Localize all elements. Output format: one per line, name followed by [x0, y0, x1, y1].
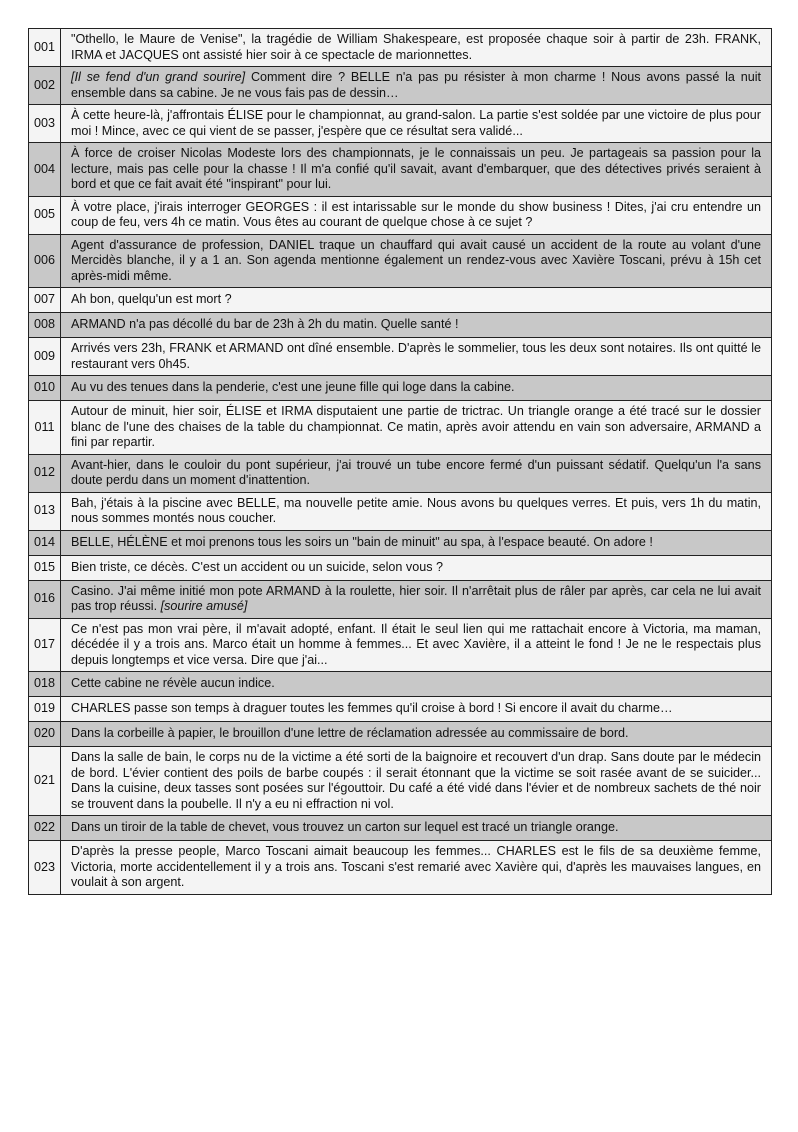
clue-text: [61, 530, 772, 555]
clue-stage-direction: [sourire amusé]: [160, 599, 248, 613]
clue-number: 014: [29, 530, 61, 555]
clue-number: 016: [29, 580, 61, 618]
clue-number: 007: [29, 288, 61, 313]
clue-number: 005: [29, 196, 61, 234]
clue-text-segment: Casino. J'ai même initié mon pote ARMAND à la roulette, hier soir. Il n'arrêtait plus de râler par après, car cela ne lui avait pas trop réussi.: [71, 583, 761, 613]
clue-row: [29, 580, 772, 618]
clue-text: [61, 313, 772, 338]
clue-text-segment: ARMAND n'a pas décollé du bar de 23h à 2h du matin. Quelle santé !: [71, 317, 459, 332]
clue-number: 018: [29, 672, 61, 697]
clue-number: 004: [29, 143, 61, 197]
clue-text: [61, 67, 772, 105]
clue-text-segment: Arrivés vers 23h, FRANK et ARMAND ont dîné ensemble. D'après le sommelier, tous les deux sont notaires. Ils ont quitté le restaurant vers 0h45.: [71, 341, 761, 371]
clue-text: [61, 747, 772, 816]
clue-text-segment: "Othello, le Maure de Venise", la tragédie de William Shakespeare, est proposée chaque soir à partir de 23h. FRANK, IRMA et JACQUES ont assisté hier soir à ce spectacle de marionnettes.: [71, 32, 761, 62]
clue-row: [29, 401, 772, 455]
clue-text-segment: Dans un tiroir de la table de chevet, vous trouvez un carton sur lequel est tracé un triangle orange.: [71, 820, 619, 835]
clue-text: [61, 672, 772, 697]
clue-row: [29, 105, 772, 143]
clue-text-segment: BELLE, HÉLÈNE et moi prenons tous les soirs un "bain de minuit" au spa, à l'espace beauté. On adore !: [71, 534, 653, 549]
clue-row: [29, 288, 772, 313]
clue-row: [29, 454, 772, 492]
clue-text-segment: Dans la corbeille à papier, le brouillon d'une lettre de réclamation adressée au commissaire de bord.: [71, 726, 629, 741]
clue-number: 011: [29, 401, 61, 455]
clue-row: [29, 618, 772, 672]
clue-text-segment: À cette heure-là, j'affrontais ÉLISE pour le championnat, au grand-salon. La partie s'est soldée par une victoire de plus pour moi ! Mince, avec ce qui vient de se passer, j'espère que ce résultat sera validé...: [71, 108, 761, 138]
clue-text-segment: Ah bon, quelqu'un est mort ?: [71, 292, 232, 307]
clue-row: [29, 697, 772, 722]
clue-text: [61, 196, 772, 234]
clue-text-segment: À force de croiser Nicolas Modeste lors des championnats, je le connaissais un peu. Je partageais sa passion pour la lecture, mais pas celle pour la chasse ! Il m'a confié qu'il savait, avant d'embarquer, que des détectives privés seraient à bord et que ce fait avait été "inspirant" pour lui.: [71, 146, 761, 191]
clue-text: [61, 376, 772, 401]
clue-row: [29, 196, 772, 234]
clue-number: 002: [29, 67, 61, 105]
clue-text-segment: Bah, j'étais à la piscine avec BELLE, ma nouvelle petite amie. Nous avons bu quelques verres. Et puis, vers 1h du matin, nous sommes montés nous coucher.: [71, 495, 761, 525]
clue-number: 006: [29, 234, 61, 288]
clue-text-segment: D'après la presse people, Marco Toscani aimait beaucoup les femmes... CHARLES est le fils de sa deuxième femme, Victoria, morte accidentellement il y a trois ans. Toscani s'est remarié avec Xavière qui, d'après les mauvaises langues, en voulait à son argent.: [71, 844, 761, 889]
clue-text: [61, 722, 772, 747]
clue-text: [61, 288, 772, 313]
clue-text: [61, 580, 772, 618]
clue-text: [61, 555, 772, 580]
clue-text-segment: Ce n'est pas mon vrai père, il m'avait adopté, enfant. Il était le seul lien qui me rattachait encore à Victoria, ma maman, décédée il y a trois ans. Marco était un homme à femmes... Et avec Xavière, il a atteint le fond ! Je ne le respectais plus depuis longtemps et vice versa. Dire que j'ai...: [71, 621, 761, 667]
clue-number: 009: [29, 338, 61, 376]
clue-text: [61, 697, 772, 722]
clue-text-segment: CHARLES passe son temps à draguer toutes les femmes qu'il croise à bord ! Si encore il avait du charme…: [71, 701, 673, 716]
clue-text-segment: Avant-hier, dans le couloir du pont supérieur, j'ai trouvé un tube encore fermé d'un puissant sédatif. Quelqu'un l'a sans doute perdu dans un moment d'inattention.: [71, 457, 761, 487]
clue-text: [61, 816, 772, 841]
clue-number: 012: [29, 454, 61, 492]
clue-text-segment: Autour de minuit, hier soir, ÉLISE et IRMA disputaient une partie de trictrac. Un triangle orange a été tracé sur le dossier blanc de l'une des chaises de la table du championnat. Ce matin, après avoir attendu en vain son adversaire, ARMAND a fini par repartir.: [71, 404, 761, 449]
clue-text: [61, 492, 772, 530]
clue-row: [29, 841, 772, 895]
clue-text: [61, 454, 772, 492]
clue-text: [61, 105, 772, 143]
clue-text: [61, 143, 772, 197]
clue-stage-direction: [Il se fend d'un grand sourire]: [71, 70, 246, 84]
clue-text-segment: Bien triste, ce décès. C'est un accident ou un suicide, selon vous ?: [71, 559, 444, 574]
clue-text: [61, 841, 772, 895]
clue-number: 001: [29, 29, 61, 67]
clue-number: 017: [29, 618, 61, 672]
clue-number: 003: [29, 105, 61, 143]
clue-row: [29, 816, 772, 841]
clue-row: [29, 234, 772, 288]
clue-row: [29, 29, 772, 67]
clue-text-segment: Agent d'assurance de profession, DANIEL traque un chauffard qui avait causé un accident de la route au volant d'une Mercidès blanche, il y a 1 an. Son agenda mentionne également un rendez-vous avec Xavière Toscani, prévu à 15h cet après-midi même.: [71, 237, 761, 283]
clue-text: [61, 338, 772, 376]
clue-row: [29, 530, 772, 555]
clue-text-segment: Dans la salle de bain, le corps nu de la victime a été sorti de la baignoire et recouvert d'un drap. Sans doute par le médecin de bord. L'évier contient des poils de barbe coupés : il serait étonnant que la victime se soit rasée avant de se suicider... Dans la cuisine, deux tasses sont posées sur l'égouttoir. Du café a été vidé dans l'évier et de nombreux sachets de thé noir se trouvent dans la poubelle. Il n'y a eu ni effraction ni vol.: [71, 750, 761, 811]
clue-row: [29, 555, 772, 580]
clue-row: [29, 313, 772, 338]
clue-text-segment: Cette cabine ne révèle aucun indice.: [71, 676, 275, 691]
clue-text: [61, 29, 772, 67]
clue-row: [29, 338, 772, 376]
clue-number: 013: [29, 492, 61, 530]
clue-table-body: [29, 29, 772, 895]
clue-row: [29, 492, 772, 530]
clue-text: [61, 618, 772, 672]
clue-number: 022: [29, 816, 61, 841]
clue-text-segment: Comment dire ? BELLE n'a pas pu résister à mon charme ! Nous avons passé la nuit ensemble dans sa cabine. Je ne vous fais pas de dessin…: [71, 70, 761, 100]
clue-row: [29, 672, 772, 697]
clue-text-segment: Au vu des tenues dans la penderie, c'est une jeune fille qui loge dans la cabine.: [71, 380, 515, 395]
clue-number: 019: [29, 697, 61, 722]
clue-row: [29, 376, 772, 401]
clue-text: [61, 401, 772, 455]
clue-text: [61, 234, 772, 288]
clue-row: [29, 722, 772, 747]
clue-number: 008: [29, 313, 61, 338]
clue-text-segment: À votre place, j'irais interroger GEORGES : il est intarissable sur le monde du show business ! Dites, j'ai cru entendre un coup de feu, vers 4h ce matin. Vous êtes au courant de quelque chose à ce sujet ?: [71, 199, 761, 229]
clue-number: 021: [29, 747, 61, 816]
clue-number: 015: [29, 555, 61, 580]
clue-row: [29, 67, 772, 105]
clue-number: 020: [29, 722, 61, 747]
clue-number: 010: [29, 376, 61, 401]
clue-table: [28, 28, 772, 895]
clue-row: [29, 747, 772, 816]
clue-row: [29, 143, 772, 197]
clue-number: 023: [29, 841, 61, 895]
